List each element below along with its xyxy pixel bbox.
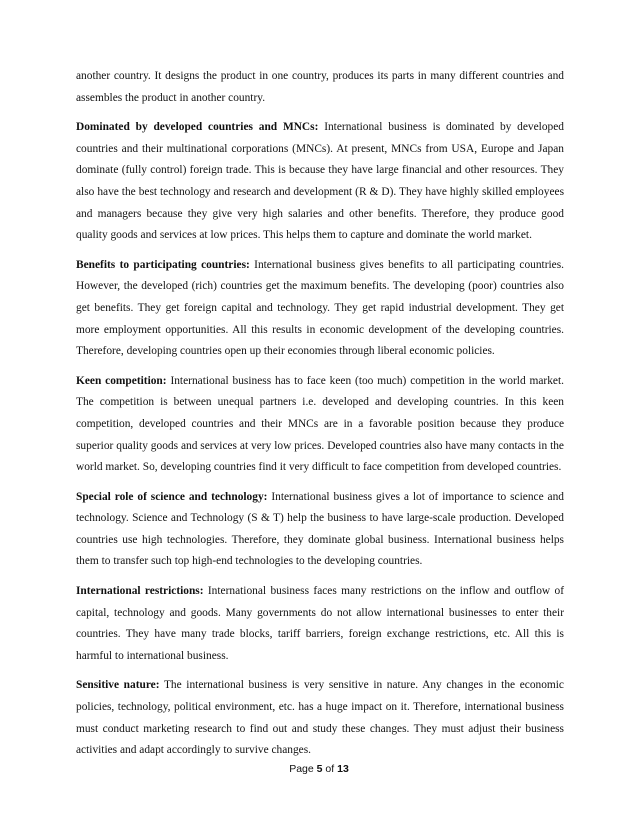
paragraph-text: International business gives a lot of importance to science and technology. Science and Technology (S & T) help the business to have large-scale production. Developed countries use high technologies. Therefore, they dominate global business. International business helps them to transfer such top high-end technologies to the developing countries. (76, 490, 564, 568)
total-pages-number: 13 (337, 763, 349, 775)
paragraph-science (76, 487, 564, 573)
paragraph-benefits (76, 255, 564, 363)
current-page-number: 5 (316, 763, 323, 775)
page-label: Page (289, 763, 314, 775)
paragraph-heading: Sensitive nature: (76, 679, 160, 692)
paragraph-text: The international business is very sensitive in nature. Any changes in the economic policies, technology, political environment, etc. has a huge impact on it. Therefore, international business must conduct marketing research to find out and study these changes. They must adjust their business activities and adapt accordingly to survive changes. (76, 679, 564, 757)
paragraph-dominated (76, 117, 564, 247)
paragraph-text: International business has to face keen (too much) competition in the world market. The competition is between unequal partners i.e. developed and developing countries. In this keen competition, developed countries and their MNCs are in a favorable position because they produce superior quality goods and services at very low prices. Developed countries also have many contacts in the world market. So, developing countries find it very difficult to face competition from developed countries. (76, 374, 564, 474)
paragraph-heading: Dominated by developed countries and MNCs: (76, 121, 319, 134)
paragraph-text: International business is dominated by developed countries and their multinational corporations (MNCs). At present, MNCs from USA, Europe and Japan dominate (fully control) foreign trade. This is because they have large financial and other resources. They also have the best technology and research and development (R & D). They have highly skilled employees and managers because they give very high salaries and other benefits. Therefore, they produce good quality goods and services at low prices. This helps them to capture and dominate the world market. (76, 121, 564, 242)
paragraph-restrictions (76, 581, 564, 667)
of-label: of (325, 763, 335, 775)
paragraph-heading: Benefits to participating countries: (76, 258, 250, 271)
paragraph-continuation (76, 66, 564, 109)
document-body (76, 66, 564, 770)
paragraph-heading: Special role of science and technology: (76, 490, 268, 503)
page-footer (0, 763, 638, 775)
paragraph-text: International business gives benefits to all participating countries. However, the developed (rich) countries get the maximum benefits. The developing (poor) countries also get benefits. They get foreign capital and technology. They get rapid industrial development. They get more employment opportunities. All this results in economic development of the developing countries. Therefore, developing countries open up their economies through liberal economic policies. (76, 258, 564, 358)
paragraph-text: another country. It designs the product in one country, produces its parts in many different countries and assembles the product in another country. (76, 70, 564, 104)
paragraph-competition (76, 371, 564, 479)
paragraph-sensitive (76, 675, 564, 761)
paragraph-heading: Keen competition: (76, 374, 167, 387)
paragraph-heading: International restrictions: (76, 585, 204, 598)
paragraph-text: International business faces many restrictions on the inflow and outflow of capital, technology and goods. Many governments do not allow international businesses to enter their countries. They have many trade blocks, tariff barriers, foreign exchange restrictions, etc. All this is harmful to international business. (76, 585, 564, 662)
